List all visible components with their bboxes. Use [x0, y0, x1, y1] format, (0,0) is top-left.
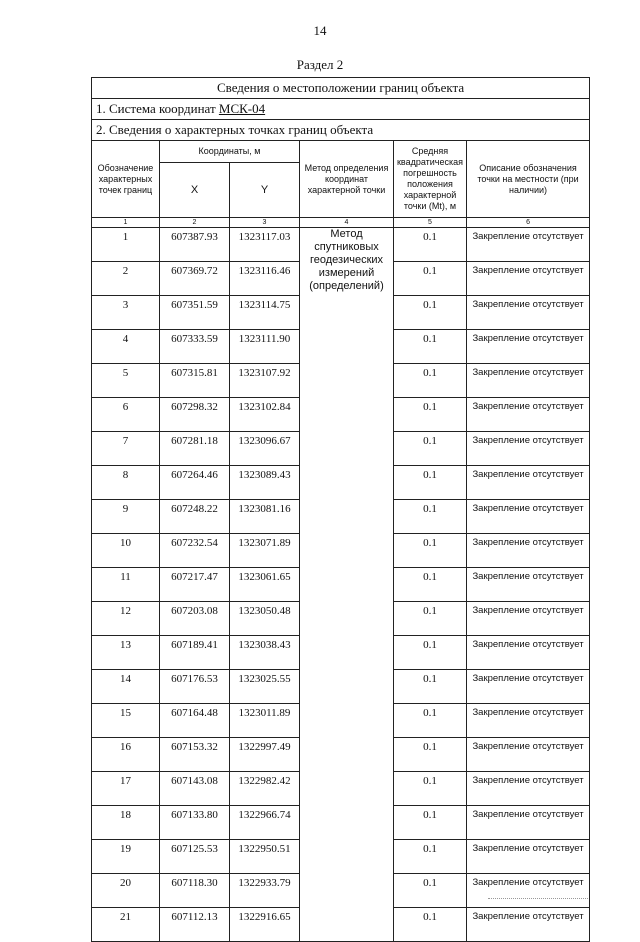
coord-x: 607189.41: [160, 636, 230, 670]
header-method: Метод определения координат характерной точки: [300, 141, 394, 218]
point-description: Закрепление отсутствует: [467, 364, 590, 398]
column-number: 4: [300, 218, 394, 228]
column-numbers-row: [92, 218, 590, 228]
error-value: 0.1: [394, 296, 467, 330]
point-number: 11: [92, 568, 160, 602]
header-description: Описание обозначения точки на местности (при наличии): [467, 141, 590, 218]
coord-y: 1323011.89: [230, 704, 300, 738]
point-description: Закрепление отсутствует: [467, 874, 590, 908]
table-row: [92, 228, 590, 262]
error-value: 0.1: [394, 228, 467, 262]
coord-y: 1323050.48: [230, 602, 300, 636]
error-value: 0.1: [394, 772, 467, 806]
coord-y: 1322982.42: [230, 772, 300, 806]
coord-y: 1323116.46: [230, 262, 300, 296]
coord-x: 607387.93: [160, 228, 230, 262]
point-number: 10: [92, 534, 160, 568]
point-number: 7: [92, 432, 160, 466]
point-number: 17: [92, 772, 160, 806]
coord-y: 1323117.03: [230, 228, 300, 262]
header-x: X: [160, 163, 230, 218]
coord-x: 607153.32: [160, 738, 230, 772]
error-value: 0.1: [394, 806, 467, 840]
coord-x: 607248.22: [160, 500, 230, 534]
error-value: 0.1: [394, 908, 467, 942]
point-number: 2: [92, 262, 160, 296]
coord-x: 607125.53: [160, 840, 230, 874]
column-number: 2: [160, 218, 230, 228]
coord-y: 1322933.79: [230, 874, 300, 908]
coord-x: 607369.72: [160, 262, 230, 296]
point-description: Закрепление отсутствует: [467, 704, 590, 738]
coord-y: 1322950.51: [230, 840, 300, 874]
point-description: Закрепление отсутствует: [467, 398, 590, 432]
points-heading: 2. Сведения о характерных точках границ объекта: [92, 120, 590, 141]
error-value: 0.1: [394, 840, 467, 874]
error-value: 0.1: [394, 432, 467, 466]
footer-mark: [488, 898, 588, 900]
header-coordinates: Координаты, м: [160, 141, 300, 163]
point-number: 15: [92, 704, 160, 738]
error-value: 0.1: [394, 704, 467, 738]
coord-x: 607164.48: [160, 704, 230, 738]
point-number: 3: [92, 296, 160, 330]
header-y: Y: [230, 163, 300, 218]
point-number: 12: [92, 602, 160, 636]
coord-x: 607351.59: [160, 296, 230, 330]
point-description: Закрепление отсутствует: [467, 602, 590, 636]
coord-x: 607133.80: [160, 806, 230, 840]
point-number: 18: [92, 806, 160, 840]
point-description: Закрепление отсутствует: [467, 228, 590, 262]
point-number: 13: [92, 636, 160, 670]
header-error: Средняя квадратическая погрешность положения характерной точки (Mt), м: [394, 141, 467, 218]
point-number: 6: [92, 398, 160, 432]
point-description: Закрепление отсутствует: [467, 500, 590, 534]
point-description: Закрепление отсутствует: [467, 534, 590, 568]
point-number: 20: [92, 874, 160, 908]
error-value: 0.1: [394, 466, 467, 500]
error-value: 0.1: [394, 568, 467, 602]
coord-x: 607176.53: [160, 670, 230, 704]
error-value: 0.1: [394, 602, 467, 636]
coord-y: 1323071.89: [230, 534, 300, 568]
point-number: 14: [92, 670, 160, 704]
error-value: 0.1: [394, 738, 467, 772]
error-value: 0.1: [394, 874, 467, 908]
coord-y: 1323081.16: [230, 500, 300, 534]
coord-y: 1323102.84: [230, 398, 300, 432]
point-description: Закрепление отсутствует: [467, 908, 590, 942]
section-title: Раздел 2: [296, 57, 344, 72]
point-number: 16: [92, 738, 160, 772]
coord-y: 1322916.65: [230, 908, 300, 942]
point-description: Закрепление отсутствует: [467, 806, 590, 840]
coord-y: 1323025.55: [230, 670, 300, 704]
point-description: Закрепление отсутствует: [467, 262, 590, 296]
coord-y: 1322997.49: [230, 738, 300, 772]
coord-x: 607112.13: [160, 908, 230, 942]
coord-x: 607232.54: [160, 534, 230, 568]
coord-y: 1323038.43: [230, 636, 300, 670]
column-number: 6: [467, 218, 590, 228]
point-number: 8: [92, 466, 160, 500]
error-value: 0.1: [394, 398, 467, 432]
coord-y: 1323114.75: [230, 296, 300, 330]
coord-x: 607333.59: [160, 330, 230, 364]
coordinate-system: [92, 99, 590, 120]
coord-y: 1323096.67: [230, 432, 300, 466]
point-description: Закрепление отсутствует: [467, 738, 590, 772]
point-number: 9: [92, 500, 160, 534]
coord-x: 607143.08: [160, 772, 230, 806]
coord-y: 1322966.74: [230, 806, 300, 840]
coordinate-system-name: МСК-04: [218, 101, 266, 116]
error-value: 0.1: [394, 534, 467, 568]
coord-y: 1323107.92: [230, 364, 300, 398]
coord-y: 1323089.43: [230, 466, 300, 500]
point-number: 19: [92, 840, 160, 874]
table-title: Сведения о местоположении границ объекта: [92, 78, 590, 99]
point-description: Закрепление отсутствует: [467, 636, 590, 670]
point-description: Закрепление отсутствует: [467, 840, 590, 874]
coord-y: 1323111.90: [230, 330, 300, 364]
coord-x: 607281.18: [160, 432, 230, 466]
column-number: 5: [394, 218, 467, 228]
point-description: Закрепление отсутствует: [467, 466, 590, 500]
point-description: Закрепление отсутствует: [467, 296, 590, 330]
error-value: 0.1: [394, 636, 467, 670]
coord-y: 1323061.65: [230, 568, 300, 602]
coord-x: 607315.81: [160, 364, 230, 398]
error-value: 0.1: [394, 670, 467, 704]
page-number: 14: [313, 23, 327, 38]
error-value: 0.1: [394, 364, 467, 398]
point-description: Закрепление отсутствует: [467, 330, 590, 364]
point-description: Закрепление отсутствует: [467, 432, 590, 466]
coordinate-system-label: 1. Система координат: [96, 101, 219, 116]
coord-x: 607298.32: [160, 398, 230, 432]
coord-x: 607264.46: [160, 466, 230, 500]
coord-x: 607203.08: [160, 602, 230, 636]
boundary-points-table: [91, 77, 590, 942]
point-description: Закрепление отсутствует: [467, 772, 590, 806]
point-number: 1: [92, 228, 160, 262]
header-designation: Обозначение характерных точек границ: [92, 141, 160, 218]
column-number: 1: [92, 218, 160, 228]
method-cell: Метод спутниковых геодезических измерений (определений): [300, 228, 394, 942]
point-description: Закрепление отсутствует: [467, 670, 590, 704]
point-number: 5: [92, 364, 160, 398]
point-description: Закрепление отсутствует: [467, 568, 590, 602]
error-value: 0.1: [394, 330, 467, 364]
column-number: 3: [230, 218, 300, 228]
error-value: 0.1: [394, 500, 467, 534]
point-number: 21: [92, 908, 160, 942]
coord-x: 607118.30: [160, 874, 230, 908]
error-value: 0.1: [394, 262, 467, 296]
coord-x: 607217.47: [160, 568, 230, 602]
point-number: 4: [92, 330, 160, 364]
